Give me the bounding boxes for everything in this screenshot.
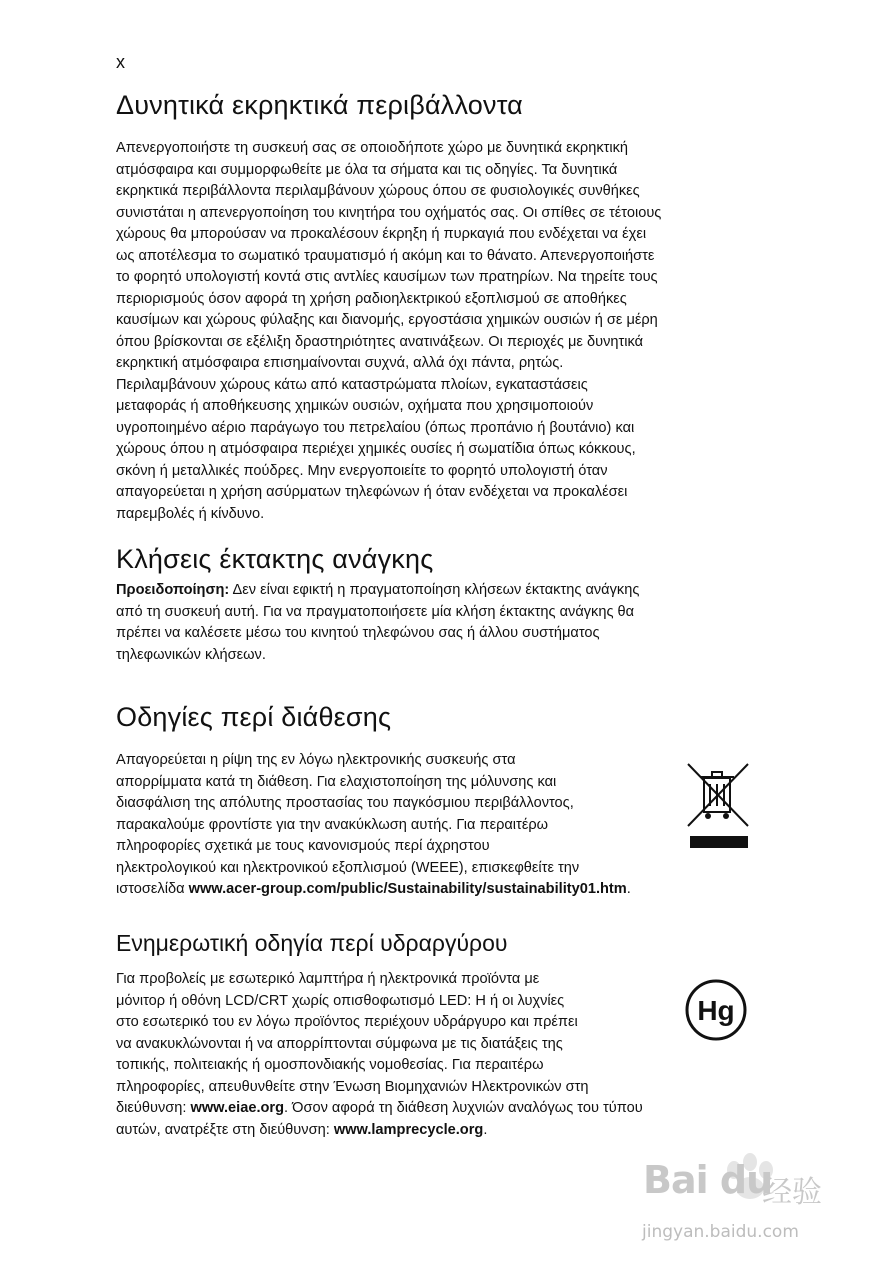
watermark-url: jingyan.baidu.com [642,1222,799,1242]
text-line: ως αποτέλεσμα το σωματικό τραυματισμό ή ακόμη και το θάνατο. Απενεργοποιήστε [116,247,655,264]
text-span: . [483,1121,488,1138]
emergency-paragraph [116,580,639,666]
text-line: πληροφορίες, απευθυνθείτε στην Ένωση Βιομηχανιών Ηλεκτρονικών στη [116,1078,589,1095]
heading-explosive-environments: Δυνητικά εκρηκτικά περιβάλλοντα [116,90,523,120]
text-line: εκρηκτική ατμόσφαιρα επισημαίνονται συχνά, αλλά όχι πάντα, ρητώς. [116,355,564,371]
text-line: πληροφορίες σχετικά με τους κανονισμούς περί άχρηστου [116,838,490,854]
text-line: ηλεκτρολογικού και ηλεκτρονικού εξοπλισμού (WEEE), επισκεφθείτε την [116,859,580,876]
text-span: διεύθυνση: [116,1100,191,1116]
watermark-brand: Bai du [643,1158,773,1202]
hg-circle-icon [684,978,748,1042]
text-line: όπου βρίσκονται σε εξέλιξη δραστηριότητες ανατινάξεων. Οι περιοχές με δυνητικά [116,333,644,350]
text-line: απαγορεύεται η χρήση ασύρματων τηλεφώνων ή όταν ενδέχεται να προκαλέσει [116,484,628,500]
mercury-paragraph [116,969,643,1141]
text-line: Περιλαμβάνουν χώρους κάτω από καταστρώματα πλοίων, εγκαταστάσεις [116,376,588,393]
text-line: Για προβολείς με εσωτερικό λαμπτήρα ή ηλεκτρονικά προϊόντα με [116,971,540,987]
warning-text: Δεν είναι εφικτή η πραγματοποίηση κλήσεων έκτακτης ανάγκης [229,582,640,598]
text-line: τοπικής, πολιτειακής ή ομοσπονδιακής νομοθεσίας. Για περαιτέρω [116,1057,544,1073]
text-line: Απενεργοποιήστε τη συσκευή σας σε οποιοδήποτε χώρο με δυνητικά εκρηκτική [116,140,629,156]
text-line: χώρους όπου η ατμόσφαιρα περιέχει χημικές ουσίες ή σωματίδια όπως κόκκους, [116,441,636,457]
text-line: μόνιτορ ή οθόνη LCD/CRT χωρίς οπισθοφωτισμό LED: Η ή οι λυχνίες [116,992,565,1009]
text-line: συνιστάται η απενεργοποίηση του κινητήρα του οχήματός σας. Οι σπίθες σε τέτοιους [116,204,662,221]
lamprecycle-link[interactable]: www.lamprecycle.org [333,1121,484,1138]
text-line: διασφάλιση της απόλυτης προστασίας του παγκόσμιου περιβάλλοντος, [116,795,574,811]
crossed-out-wheelie-bin-icon [686,760,750,854]
text-span: αυτών, ανατρέξτε στη διεύθυνση: [116,1121,334,1138]
acer-sustainability-link[interactable]: www.acer-group.com/public/Sustainability/sustainability01.htm [188,881,627,897]
heading-emergency-calls: Κλήσεις έκτακτης ανάγκης [116,544,434,574]
watermark-cn: 经验 [762,1175,822,1210]
text-line: τηλεφωνικών κλήσεων. [116,646,266,663]
text-span: . [626,881,631,897]
text-line: στο εσωτερικό του εν λόγω προϊόντος περιέχουν υδράργυρο και πρέπει [116,1014,578,1030]
eiae-link[interactable]: www.eiae.org [190,1100,285,1116]
text-line: σκόνη ή μεταλλικές πούδρες. Μην ενεργοποιείτε το φορητό υπολογιστή όταν [116,462,608,479]
text-line: περιορισμούς όσον αφορά τη χρήση ραδιοηλεκτρικού εξοπλισμού σε αποθήκες [116,290,627,307]
heading-mercury: Ενημερωτική οδηγία περί υδραργύρου [116,930,508,956]
text-line: παρακαλούμε φροντίστε για την ανακύκλωση αυτής. Για περαιτέρω [116,816,549,833]
text-line: το φορητό υπολογιστή κοντά στις αντλίες καυσίμων των πρατηρίων. Να τηρείτε τους [116,269,658,285]
text-line: απορρίμματα κατά τη διάθεση. Για ελαχιστοποίηση της μόλυνσης και [116,773,557,790]
text-line: υγροποιημένο αέριο παράγωγο του πετρελαίου (όπως προπάνιο ή βουτάνιο) και [116,419,635,436]
text-line [116,1098,643,1120]
text-line [116,1120,643,1142]
text-line: Απαγορεύεται η ρίψη της εν λόγω ηλεκτρονικής συσκευής στα [116,752,516,768]
text-line [116,879,631,901]
text-line [116,580,639,602]
text-line: εκρηκτικά περιβάλλοντα περιλαμβάνουν χώρους όπου σε φυσιολογικές συνθήκες [116,183,640,199]
text-line: ατμόσφαιρα και συμμορφωθείτε με όλα τα σήματα και τις οδηγίες. Τα δυνητικά [116,161,618,178]
text-span: ιστοσελίδα [116,881,189,897]
disposal-paragraph [116,750,631,901]
text-line: πρέπει να καλέσετε μέσω του κινητού τηλεφώνου σας ή άλλου συστήματος [116,625,600,641]
text-line: να ανακυκλώνονται ή να απορρίπτονται σύμφωνα με τις διατάξεις της [116,1035,563,1052]
hg-symbol: Hg [697,995,735,1026]
warning-label: Προειδοποίηση: [116,582,230,598]
text-line: παρεμβολές ή κίνδυνο. [116,505,265,522]
text-line: μεταφοράς ή αποθήκευσης χημικών ουσιών, οχήματα που χρησιμοποιούν [116,398,594,414]
text-line: από τη συσκευή αυτή. Για να πραγματοποιήσετε μία κλήση έκτακτης ανάγκης θα [116,603,635,620]
text-line: καυσίμων και χώρους φύλαξης και διανομής, εργοστάσια χημικών ουσιών ή σε μέρη [116,312,658,328]
explosive-paragraph [116,138,661,525]
text-span: . Όσον αφορά τη διάθεση λυχνιών αναλόγως του τύπου [284,1100,643,1116]
page-number: x [116,52,125,72]
heading-disposal: Οδηγίες περί διάθεσης [116,702,392,732]
text-line: χώρους θα μπορούσαν να προκαλέσουν έκρηξη ή πυρκαγιά που ενδέχεται να έχει [116,226,647,242]
